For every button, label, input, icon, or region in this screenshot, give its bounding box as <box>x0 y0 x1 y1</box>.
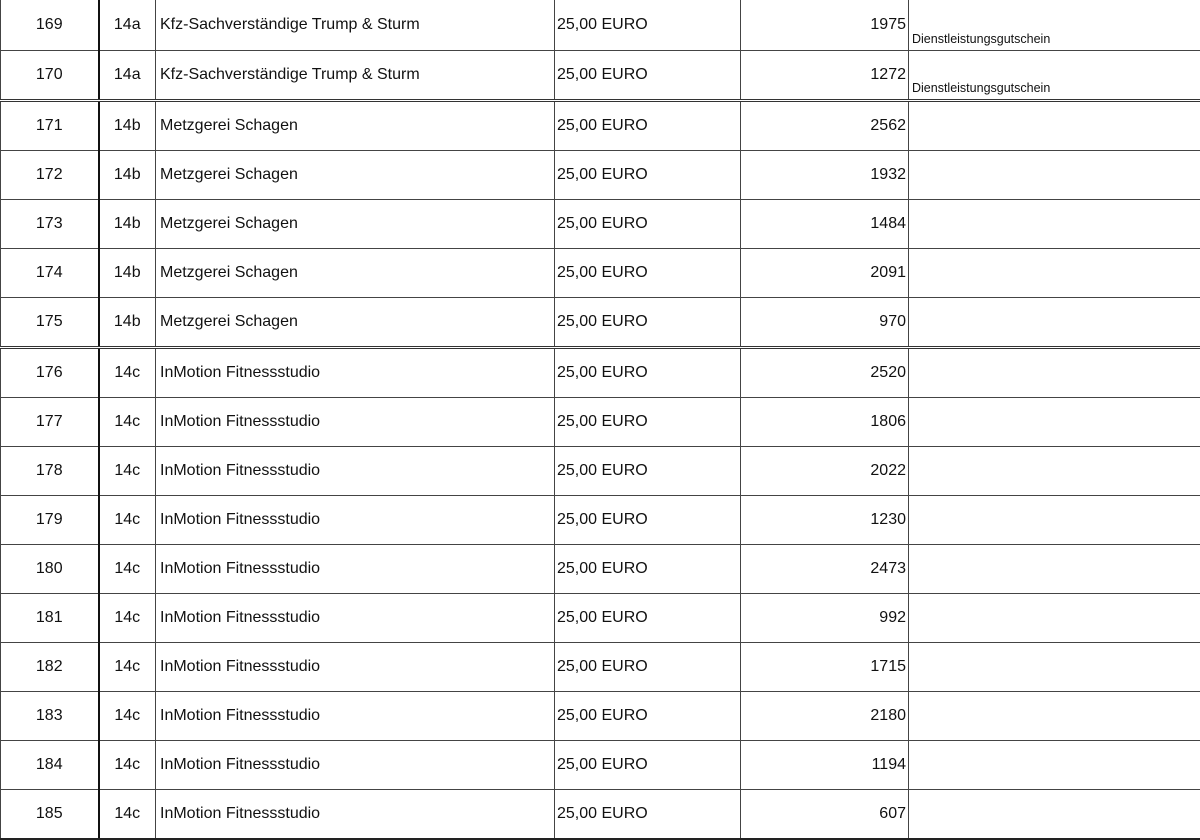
prize-number-cell: 179 <box>1 496 99 545</box>
group-cell: 14b <box>99 200 156 249</box>
note-cell <box>909 101 1200 151</box>
value-cell: 25,00 EURO <box>555 790 741 840</box>
prize-number-cell: 172 <box>1 151 99 200</box>
note-cell <box>909 594 1200 643</box>
prize-number-cell: 184 <box>1 741 99 790</box>
table-row <box>1 741 1200 790</box>
table-row <box>1 101 1200 151</box>
value-cell: 25,00 EURO <box>555 249 741 298</box>
ticket-number-cell: 970 <box>741 298 909 348</box>
value-cell: 25,00 EURO <box>555 200 741 249</box>
value-cell: 25,00 EURO <box>555 594 741 643</box>
ticket-number-cell: 2180 <box>741 692 909 741</box>
ticket-number-cell: 2562 <box>741 101 909 151</box>
value-cell: 25,00 EURO <box>555 51 741 101</box>
prize-number-cell: 185 <box>1 790 99 840</box>
table-row <box>1 348 1200 398</box>
sponsor-cell: Kfz-Sachverständige Trump & Sturm <box>156 0 555 51</box>
note-cell <box>909 496 1200 545</box>
group-cell: 14a <box>99 0 156 51</box>
group-cell: 14b <box>99 298 156 348</box>
group-cell: 14c <box>99 545 156 594</box>
prize-number-cell: 169 <box>1 0 99 51</box>
value-cell: 25,00 EURO <box>555 692 741 741</box>
note-cell: Dienstleistungsgutschein <box>909 0 1200 51</box>
prize-number-cell: 180 <box>1 545 99 594</box>
ticket-number-cell: 1194 <box>741 741 909 790</box>
group-cell: 14c <box>99 741 156 790</box>
value-cell: 25,00 EURO <box>555 0 741 51</box>
note-cell: Dienstleistungsgutschein <box>909 51 1200 101</box>
prize-number-cell: 176 <box>1 348 99 398</box>
group-cell: 14c <box>99 398 156 447</box>
sponsor-cell: Metzgerei Schagen <box>156 298 555 348</box>
group-cell: 14c <box>99 496 156 545</box>
value-cell: 25,00 EURO <box>555 348 741 398</box>
prize-number-cell: 174 <box>1 249 99 298</box>
note-cell <box>909 692 1200 741</box>
table-row <box>1 594 1200 643</box>
ticket-number-cell: 1932 <box>741 151 909 200</box>
ticket-number-cell: 1484 <box>741 200 909 249</box>
note-cell <box>909 348 1200 398</box>
note-cell <box>909 790 1200 840</box>
note-cell <box>909 643 1200 692</box>
sponsor-cell: InMotion Fitnessstudio <box>156 545 555 594</box>
ticket-number-cell: 1975 <box>741 0 909 51</box>
sponsor-cell: Metzgerei Schagen <box>156 101 555 151</box>
sponsor-cell: InMotion Fitnessstudio <box>156 447 555 496</box>
sponsor-cell: InMotion Fitnessstudio <box>156 496 555 545</box>
group-cell: 14a <box>99 51 156 101</box>
sponsor-cell: InMotion Fitnessstudio <box>156 643 555 692</box>
group-cell: 14b <box>99 151 156 200</box>
group-cell: 14c <box>99 692 156 741</box>
sponsor-cell: InMotion Fitnessstudio <box>156 348 555 398</box>
table-row <box>1 249 1200 298</box>
note-cell <box>909 249 1200 298</box>
ticket-number-cell: 992 <box>741 594 909 643</box>
note-cell <box>909 200 1200 249</box>
table-row <box>1 200 1200 249</box>
value-cell: 25,00 EURO <box>555 298 741 348</box>
note-cell <box>909 545 1200 594</box>
ticket-number-cell: 1272 <box>741 51 909 101</box>
value-cell: 25,00 EURO <box>555 741 741 790</box>
note-cell <box>909 447 1200 496</box>
group-cell: 14c <box>99 790 156 840</box>
ticket-number-cell: 1806 <box>741 398 909 447</box>
note-cell <box>909 741 1200 790</box>
value-cell: 25,00 EURO <box>555 398 741 447</box>
prize-number-cell: 173 <box>1 200 99 249</box>
ticket-number-cell: 607 <box>741 790 909 840</box>
table-row <box>1 447 1200 496</box>
note-cell <box>909 151 1200 200</box>
sponsor-cell: Metzgerei Schagen <box>156 200 555 249</box>
table-row <box>1 151 1200 200</box>
note-cell <box>909 298 1200 348</box>
group-cell: 14c <box>99 643 156 692</box>
ticket-number-cell: 1715 <box>741 643 909 692</box>
table-row <box>1 545 1200 594</box>
group-cell: 14c <box>99 348 156 398</box>
table-row <box>1 0 1200 51</box>
table-row <box>1 496 1200 545</box>
value-cell: 25,00 EURO <box>555 545 741 594</box>
ticket-number-cell: 2520 <box>741 348 909 398</box>
table-body <box>1 0 1200 839</box>
prize-number-cell: 178 <box>1 447 99 496</box>
sponsor-cell: InMotion Fitnessstudio <box>156 790 555 840</box>
value-cell: 25,00 EURO <box>555 643 741 692</box>
ticket-number-cell: 2091 <box>741 249 909 298</box>
prize-number-cell: 175 <box>1 298 99 348</box>
sponsor-cell: Metzgerei Schagen <box>156 151 555 200</box>
prize-number-cell: 181 <box>1 594 99 643</box>
ticket-number-cell: 1230 <box>741 496 909 545</box>
value-cell: 25,00 EURO <box>555 447 741 496</box>
prize-number-cell: 183 <box>1 692 99 741</box>
ticket-number-cell: 2473 <box>741 545 909 594</box>
table-row <box>1 398 1200 447</box>
table-row <box>1 790 1200 840</box>
sponsor-cell: InMotion Fitnessstudio <box>156 594 555 643</box>
table-row <box>1 51 1200 101</box>
value-cell: 25,00 EURO <box>555 101 741 151</box>
group-cell: 14c <box>99 594 156 643</box>
prize-number-cell: 177 <box>1 398 99 447</box>
prize-number-cell: 182 <box>1 643 99 692</box>
note-cell <box>909 398 1200 447</box>
group-cell: 14c <box>99 447 156 496</box>
table-row <box>1 643 1200 692</box>
prize-number-cell: 170 <box>1 51 99 101</box>
value-cell: 25,00 EURO <box>555 496 741 545</box>
group-cell: 14b <box>99 101 156 151</box>
group-cell: 14b <box>99 249 156 298</box>
sponsor-cell: InMotion Fitnessstudio <box>156 398 555 447</box>
table-row <box>1 692 1200 741</box>
sponsor-cell: Kfz-Sachverständige Trump & Sturm <box>156 51 555 101</box>
value-cell: 25,00 EURO <box>555 151 741 200</box>
table-row <box>1 298 1200 348</box>
prize-number-cell: 171 <box>1 101 99 151</box>
sponsor-cell: Metzgerei Schagen <box>156 249 555 298</box>
sponsor-cell: InMotion Fitnessstudio <box>156 741 555 790</box>
ticket-number-cell: 2022 <box>741 447 909 496</box>
sponsor-cell: InMotion Fitnessstudio <box>156 692 555 741</box>
